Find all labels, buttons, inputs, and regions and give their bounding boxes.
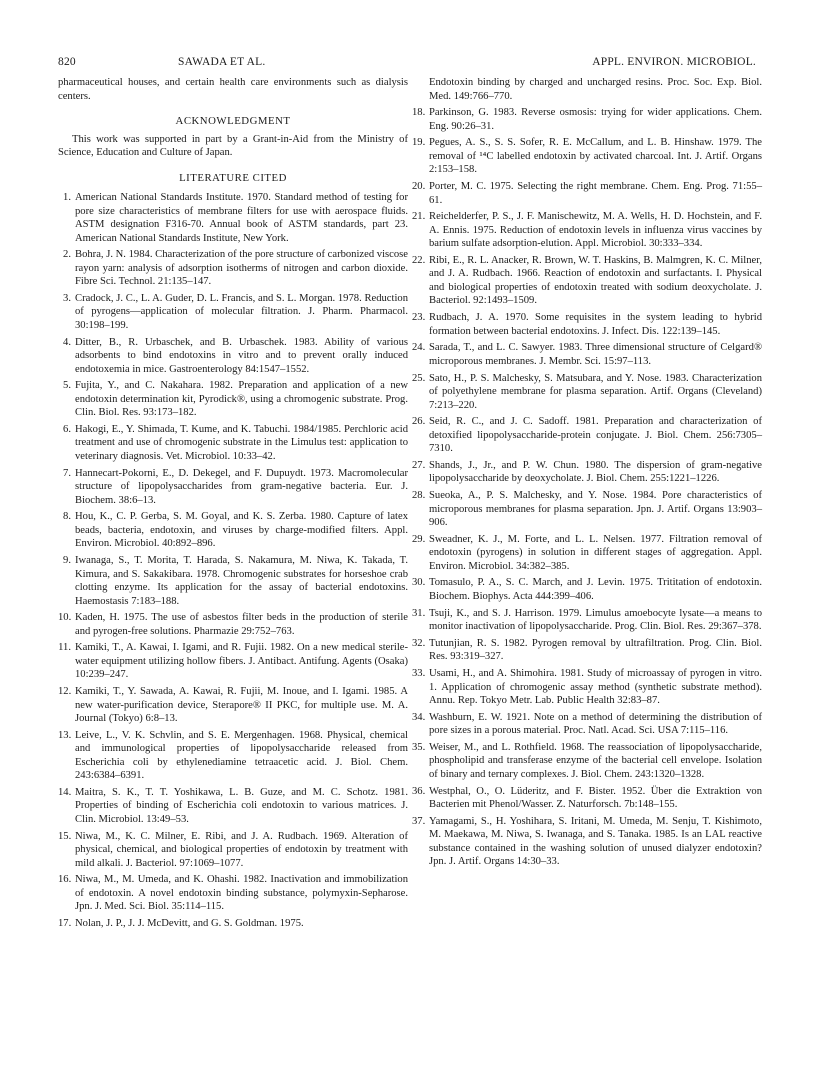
reference-text: Leive, L., V. K. Schvlin, and S. E. Mergenhagen. 1968. Physical, chemical and immunological properties of lipopolysaccharide released from Escherichia coli by ethylenediamine tetraacetic acid. J. Biol. Chem. 243:6384–6391. (75, 729, 408, 782)
reference-text: Sueoka, A., P. S. Malchesky, and Y. Nose. 1984. Pore characteristics of microporous membranes for plasma separation. Jpn. J. Artif. Organs 13:903–906. (429, 490, 762, 529)
reference-number: 19. (412, 137, 426, 149)
reference-number: 30. (412, 577, 426, 589)
reference-number: 3. (63, 292, 71, 304)
reference-item (58, 641, 408, 682)
acknowledgment-text: This work was supported in part by a Grant-in-Aid from the Ministry of Science, Education and Culture of Japan. (58, 133, 408, 158)
reference-item (58, 611, 408, 638)
reference-item (412, 533, 762, 574)
reference-item (58, 685, 408, 726)
reference-number: 16. (58, 874, 72, 886)
right-column (412, 76, 762, 872)
reference-item (58, 423, 408, 464)
reference-text: Usami, H., and A. Shimohira. 1981. Study of microassay of pyrogen in vitro. 1. Application of chromogenic assay method (synthetic substrate method). Annu. Rep. Tokyo Metr. Lab. Public Health 32:83–87. (429, 668, 762, 706)
reference-text: Sato, H., P. S. Malchesky, S. Matsubara, and Y. Nose. 1983. Characterization of polyethylene membrane for plasma separation. Artif. Organs (Cleveland) 7:213–220. (429, 372, 762, 411)
reference-item (412, 180, 762, 207)
reference-list-right (412, 76, 762, 869)
reference-text: Kamiki, T., Y. Sawada, A. Kawai, R. Fujii, M. Inoue, and I. Igami. 1985. A new water-purification device, Sterapore® II PKC, for multiple use. M. A. Journal (Tokyo) 6:8–13. (75, 686, 408, 725)
reference-text: Parkinson, G. 1983. Reverse osmosis: trying for wider applications. Chem. Eng. 90:26–31. (429, 107, 762, 132)
intro-paragraph: pharmaceutical houses, and certain health care environments such as dialysis centers. (58, 77, 408, 102)
reference-number: 28. (412, 490, 426, 502)
reference-item (412, 667, 762, 708)
literature-heading: LITERATURE CITED (179, 171, 287, 184)
running-authors: SAWADA ET AL. (178, 56, 266, 68)
reference-text: Shands, J., Jr., and P. W. Chun. 1980. The dispersion of gram-negative lipopolysaccharide by deoxycholate. J. Biol. Chem. 255:1221–1226. (429, 459, 762, 485)
reference-text: Cradock, J. C., L. A. Guder, D. L. Francis, and S. L. Morgan. 1978. Reduction of pyrogens—application of molecular filtration. J. Pharm. Pharmacol. 30:198–199. (75, 292, 408, 331)
reference-number: 14. (58, 786, 72, 798)
reference-number: 7. (63, 467, 71, 479)
reference-text: Reichelderfer, P. S., J. F. Manischewitz, M. A. Wells, H. D. Hochstein, and F. A. Ennis. 1975. Reduction of endotoxin levels in influenza virus vaccines by barium sulfate adsorption-elution. Appl. Microbiol. 30:333–334. (429, 211, 762, 250)
reference-item (412, 576, 762, 603)
page-number: 820 (58, 56, 76, 68)
reference-item (412, 254, 762, 308)
reference-number: 24. (412, 342, 426, 354)
reference-text: Washburn, E. W. 1921. Note on a method of determining the distribution of pore sizes in a porous material. Proc. Natl. Acad. Sci. USA 7:115–116. (429, 711, 762, 737)
reference-text: Hou, K., C. P. Gerba, S. M. Goyal, and K. S. Zerba. 1980. Capture of latex beads, bacteria, endotoxin, and viruses by charge-modified filters. Appl. Environ. Microbiol. 40:892–896. (75, 511, 408, 550)
reference-number: 35. (412, 741, 426, 753)
reference-text: Pegues, A. S., S. S. Sofer, R. E. McCallum, and L. B. Hinshaw. 1979. The removal of ¹⁴C labelled endotoxin by activated charcoal. Int. J. Artif. Organs 2:153–158. (429, 137, 762, 176)
reference-text: Nolan, J. P., J. J. McDevitt, and G. S. Goldman. 1975. (75, 918, 304, 929)
reference-number: 26. (412, 416, 426, 428)
reference-item (58, 873, 408, 914)
reference-item (58, 917, 408, 931)
reference-item (412, 210, 762, 251)
reference-number: 9. (63, 555, 71, 566)
reference-text: American National Standards Institute. 1970. Standard method of testing for pore size characteristics of membrane filters for use with aerospace fluids. ASTM designation F316-70. Annual book of ASTM standards, part 23. American National Standards Institute, New York. (75, 192, 408, 244)
reference-item (58, 554, 408, 608)
reference-item (58, 248, 408, 289)
reference-text: Niwa, M., K. C. Milner, E. Ribi, and J. A. Rudbach. 1969. Alteration of physical, chemical, and biological properties of endotoxin by treatment with mild alkali. J. Bacteriol. 97:1069–1077. (75, 830, 408, 869)
reference-number: 27. (412, 459, 426, 471)
reference-item (412, 136, 762, 177)
reference-item (412, 106, 762, 133)
reference-item (412, 637, 762, 664)
reference-item (58, 191, 408, 245)
reference-text: Hannecart-Pokorni, E., D. Dekegel, and F. Dupuydt. 1973. Macromolecular structure of lipopolysaccharides from gram-negative bacteria. Eur. J. Biochem. 38:6–13. (75, 467, 408, 506)
reference-text: Yamagami, S., H. Yoshihara, S. Iritani, M. Umeda, M. Senju, T. Kishimoto, M. Maekawa, M. Niwa, S. Iwanaga, and S. Tanaka. 1985. Is an LAL reactive substance contained in the washing solution of unused dialyzer endotoxin? Jpn. J. Artif. Organs 14:30–33. (429, 815, 762, 868)
reference-text: Rudbach, J. A. 1970. Some requisites in the system leading to hybrid formation between bacterial endotoxins. J. Infect. Dis. 122:139–145. (429, 312, 762, 337)
reference-number: 17. (58, 918, 72, 929)
reference-number: 6. (63, 423, 71, 435)
reference-number: 32. (412, 637, 426, 649)
reference-number: 29. (412, 533, 426, 545)
reference-item (58, 830, 408, 871)
reference-number: 10. (58, 612, 72, 624)
reference-item (58, 379, 408, 420)
left-column (58, 76, 408, 934)
reference-number: 13. (58, 729, 72, 741)
reference-number: 5. (63, 380, 71, 392)
reference-text: Kamiki, T., A. Kawai, I. Igami, and R. Fujii. 1982. On a new medical sterile-water equipment utilizing hollow fibers. J. Antibact. Antifung. Agents (Osaka) 10:239–247. (75, 642, 408, 681)
reference-text: Tsuji, K., and S. J. Harrison. 1979. Limulus amoebocyte lysate—a means to monitor inactivation of lipopolysaccharide. Prog. Clin. Biol. Res. 29:367–378. (429, 607, 762, 633)
reference-item (412, 341, 762, 368)
reference-text: Hakogi, E., Y. Shimada, T. Kume, and K. Tabuchi. 1984/1985. Perchloric acid treatment and use of chromogenic substrate in the Limulus test: application to veterinary diagnosis. Vet. Microbiol. 10:33–42. (75, 423, 408, 462)
reference-item (412, 415, 762, 456)
reference-number: 12. (58, 686, 72, 698)
reference-number: 31. (412, 607, 426, 619)
reference-text: Tutunjian, R. S. 1982. Pyrogen removal by ultrafiltration. Prog. Clin. Biol. Res. 93:319–327. (429, 637, 762, 663)
reference-number: 15. (58, 830, 72, 842)
reference-item (412, 711, 762, 738)
reference-item (412, 489, 762, 530)
reference-text: Sweadner, K. J., M. Forte, and L. L. Nelsen. 1977. Filtration removal of endotoxin (pyrogens) in solution in different stages of aggregation. Appl. Environ. Microbiol. 34:382–385. (429, 533, 762, 572)
reference-text: Westphal, O., O. Lüderitz, and F. Bister. 1952. Über die Extraktion von Bacterien mit Phenol/Wasser. Z. Naturforsch. 7b:148–155. (429, 785, 762, 811)
reference-item (58, 467, 408, 508)
reference-item (58, 292, 408, 333)
reference-list-left (58, 191, 408, 931)
reference-number: 34. (412, 711, 426, 723)
reference-number: 33. (412, 668, 426, 679)
reference-item (412, 607, 762, 634)
reference-item (412, 741, 762, 782)
reference-number: 18. (412, 107, 426, 119)
reference-item (412, 311, 762, 338)
reference-continuation-text: Endotoxin binding by charged and uncharged resins. Proc. Soc. Exp. Biol. Med. 149:766–770. (429, 77, 762, 102)
reference-text: Kaden, H. 1975. The use of asbestos filter beds in the production of sterile and pyrogen-free solutions. Pharmazie 29:752–763. (75, 612, 408, 637)
reference-text: Iwanaga, S., T. Morita, T. Harada, S. Nakamura, M. Niwa, K. Takada, T. Kimura, and S. Sakakibara. 1978. Chromogenic substrates for horseshoe crab clotting enzyme. Its application for the assay of bacterial endotoxins. Haemostasis 7:183–188. (75, 555, 408, 607)
reference-text: Seid, R. C., and J. C. Sadoff. 1981. Preparation and characterization of detoxified lipopolysaccharide-protein conjugate. J. Biol. Chem. 256:7305–7310. (429, 416, 762, 455)
reference-text: Ditter, B., R. Urbaschek, and B. Urbaschek. 1983. Ability of various adsorbents to bind endotoxins in vitro and to prevent orally induced endotoxemia in mice. Gastroenterology 84:1547–1552. (75, 336, 408, 375)
reference-item (412, 372, 762, 413)
running-journal: APPL. ENVIRON. MICROBIOL. (592, 56, 756, 68)
reference-item (58, 336, 408, 377)
reference-text: Bohra, J. N. 1984. Characterization of the pore structure of carbonized viscose rayon yarn: analysis of adsorption isotherms of nitrogen and carbon dioxide. Fibre Sci. Technol. 21:135–147. (75, 249, 408, 288)
reference-item (58, 510, 408, 551)
reference-text: Weiser, M., and L. Rothfield. 1968. The reassociation of lipopolysaccharide, phospholipid and transferase enzyme of the bacterial cell envelope. Isolation of binary and ternary complexes. J. Biol. Chem. 243:1320–1328. (429, 741, 762, 780)
reference-text: Fujita, Y., and C. Nakahara. 1982. Preparation and application of a new endotoxin determination kit, Pyrodick®, using a chromogenic substrate. Prog. Clin. Biol. Res. 93:173–182. (75, 380, 408, 419)
reference-number: 8. (63, 511, 71, 523)
reference-number: 36. (412, 785, 426, 797)
reference-number: 37. (412, 815, 426, 827)
reference-number: 11. (58, 642, 71, 654)
reference-item (412, 815, 762, 869)
reference-number: 22. (412, 254, 426, 266)
reference-number: 25. (412, 372, 426, 384)
reference-number: 20. (412, 181, 426, 193)
reference-text: Ribi, E., R. L. Anacker, R. Brown, W. T. Haskins, B. Malmgren, K. C. Milner, and J. A. Rudbach. 1966. Reaction of endotoxin and surfactants. I. Physical and biological properties of endotoxin treated with sodium deoxycholate. J. Bacteriol. 92:1493–1509. (429, 254, 762, 307)
reference-number: 21. (412, 211, 426, 223)
reference-item (58, 729, 408, 783)
reference-number: 23. (412, 312, 426, 324)
reference-number: 1. (63, 192, 71, 203)
reference-text: Niwa, M., M. Umeda, and K. Ohashi. 1982. Inactivation and immobilization of endotoxin. A novel endotoxin binding substance, polymyxin-Sepharose. Jpn. J. Med. Sci. Biol. 35:114–115. (75, 874, 408, 913)
reference-continuation (412, 76, 762, 103)
reference-number: 4. (63, 336, 71, 348)
reference-item (412, 785, 762, 812)
reference-text: Sarada, T., and L. C. Sawyer. 1983. Three dimensional structure of Celgard® microporous membranes. J. Membr. Sci. 15:97–113. (429, 342, 762, 367)
reference-text: Porter, M. C. 1975. Selecting the right membrane. Chem. Eng. Prog. 71:55–61. (429, 181, 762, 206)
reference-text: Tomasulo, P. A., S. C. March, and J. Levin. 1975. Trititation of endotoxin. Biochem. Biophys. Acta 444:399–406. (429, 577, 762, 602)
acknowledgment-heading: ACKNOWLEDGMENT (175, 115, 291, 127)
reference-item (412, 459, 762, 486)
reference-number: 2. (63, 249, 71, 261)
reference-item (58, 786, 408, 827)
reference-text: Maitra, S. K., T. T. Yoshikawa, L. B. Guze, and M. C. Schotz. 1981. Properties of binding of Escherichia coli endotoxin to various matrices. J. Clin. Microbiol. 13:49–53. (75, 786, 408, 825)
